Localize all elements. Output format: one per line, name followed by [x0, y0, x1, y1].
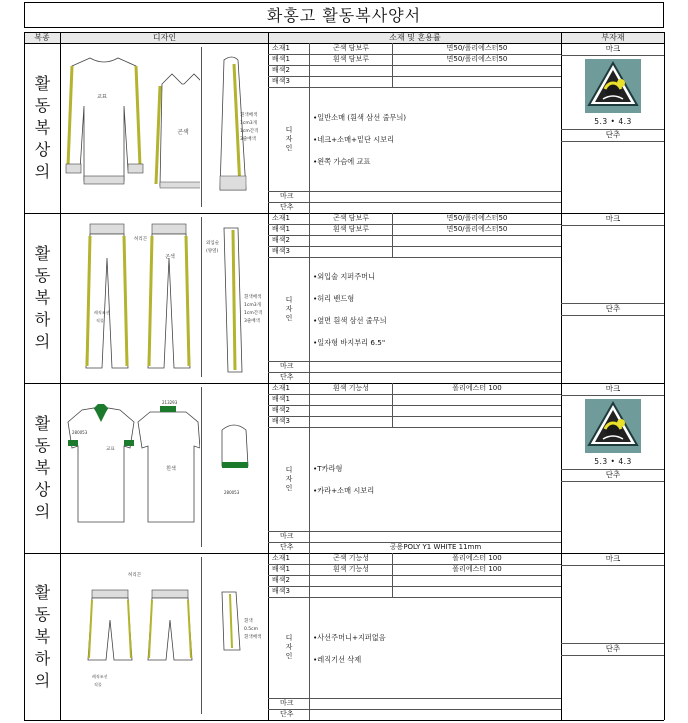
button-label: 단추 [280, 203, 294, 211]
section-label [25, 553, 60, 720]
material-desc: 곤색 담보루 [332, 44, 370, 52]
section-label-char: 의 [34, 502, 51, 521]
svg-text:280053: 280053 [224, 490, 240, 495]
material-name: 소재1 [272, 214, 290, 222]
material-row-line [268, 427, 561, 428]
drawing-divider [201, 387, 202, 547]
material-name: 배색2 [272, 406, 290, 414]
svg-text:흰색배색: 흰색배색 [244, 295, 262, 300]
material-desc: 곤색 담보루 [332, 214, 370, 222]
material-name: 배색1 [272, 395, 290, 403]
material-v2 [392, 213, 393, 257]
material-desc [310, 394, 392, 405]
material-desc [310, 586, 392, 597]
design-label [270, 257, 308, 361]
drawing-divider [201, 557, 202, 714]
drawing-divider [201, 217, 202, 377]
design-item: •일반소매 (흰색 삼선 줄무늬) [313, 113, 407, 122]
section-label-char: 복 [34, 458, 51, 477]
design-v [309, 427, 310, 531]
material-name: 배색1 [272, 55, 290, 63]
material-desc [310, 405, 392, 416]
svg-text:직물: 직물 [96, 318, 104, 323]
material-name: 소재1 [272, 384, 290, 392]
section-label-char: 동 [34, 604, 51, 624]
acc-button-label: 단추 [605, 130, 621, 139]
section-label-char: 활 [34, 582, 51, 602]
drawing-divider [201, 47, 202, 207]
material-desc [310, 76, 392, 87]
svg-text:교표: 교표 [106, 447, 115, 452]
material-desc [310, 246, 392, 257]
material-comp: 폴리에스터 100 [452, 384, 502, 392]
material-comp [393, 575, 561, 586]
section-label-char: 복 [34, 626, 51, 646]
material-v1 [309, 213, 310, 257]
header-design: 디자인 [61, 32, 268, 43]
badge-image [585, 399, 641, 453]
button-label: 단추 [280, 373, 294, 381]
design-item: •왼쪽 가슴에 교표 [313, 157, 371, 166]
svg-text:곤색: 곤색 [177, 129, 189, 136]
section-label-char: 활 [34, 74, 51, 93]
svg-text:레직조선: 레직조선 [92, 674, 108, 679]
material-name: 배색3 [272, 587, 290, 595]
polo-front-back-drawing [62, 390, 200, 550]
acc-mark-line [561, 565, 664, 566]
mark-row-top [268, 531, 561, 532]
acc-button-line [561, 481, 664, 482]
svg-text:흰색: 흰색 [166, 466, 176, 472]
school-emblem-icon [585, 59, 641, 113]
button-value [310, 709, 561, 720]
design-label-char: 인 [285, 652, 293, 660]
svg-text:직물: 직물 [94, 682, 102, 687]
material-comp: 면50/폴리에스터50 [446, 225, 508, 233]
mark-row-top [268, 698, 561, 699]
header-type: 복종 [24, 32, 60, 43]
design-label-char: 디 [285, 295, 293, 304]
material-v2 [392, 383, 393, 427]
section-label-char: 활 [34, 244, 51, 263]
acc-mark-label: 마크 [605, 554, 621, 563]
design-label-char: 디 [285, 634, 293, 642]
acc-mark-line [561, 225, 664, 226]
section-label-char: 하 [34, 310, 51, 329]
material-comp [393, 235, 561, 246]
sweatshirt-front-drawing [62, 46, 200, 211]
svg-text:1cm3개: 1cm3개 [240, 121, 257, 126]
section-label [25, 43, 60, 213]
material-comp: 폴리에스터 100 [452, 565, 502, 573]
section-label-char: 하 [34, 648, 51, 668]
section-label-char: 의 [34, 332, 51, 351]
mark-label: 마크 [280, 192, 294, 200]
design-label-char: 인 [285, 143, 293, 152]
acc-mark-line [561, 395, 664, 396]
section-label-char: 복 [34, 288, 51, 307]
header-accessories: 부자재 [562, 32, 664, 43]
material-comp [393, 76, 561, 87]
design-label-char: 자 [285, 304, 293, 313]
design-label-char: 디 [285, 125, 293, 134]
mark-label: 마크 [280, 532, 294, 540]
pants-side-drawing [204, 222, 264, 380]
svg-text:0.5cm: 0.5cm [244, 627, 259, 632]
button-value [310, 372, 561, 383]
grid-top [24, 32, 664, 33]
design-label-char: 인 [285, 313, 293, 322]
acc-button-line [561, 315, 664, 316]
material-comp [393, 405, 561, 416]
acc-mark-label: 마크 [605, 44, 621, 53]
design-label [270, 427, 308, 531]
acc-button-line [561, 141, 664, 142]
material-desc: 흰색 기능성 [332, 565, 370, 573]
design-v [309, 87, 310, 191]
section-label-char: 의 [34, 162, 51, 181]
acc-mark-label: 마크 [605, 384, 621, 393]
material-v2 [392, 553, 393, 597]
badge-size: 5.3 • 4.3 [594, 457, 632, 466]
material-name: 소재1 [272, 44, 290, 52]
mark-label: 마크 [280, 699, 294, 707]
svg-text:213293: 213293 [162, 400, 178, 405]
material-comp [393, 416, 561, 427]
section-label-char: 활 [34, 414, 51, 433]
school-emblem-icon [585, 399, 641, 453]
button-label: 단추 [280, 710, 294, 718]
material-v1 [309, 553, 310, 597]
page-title: 화홍고 활동복사양서 [24, 2, 664, 28]
design-v [309, 597, 310, 698]
design-item: •외입술 지퍼주머니 [313, 272, 376, 282]
material-row-line [268, 87, 561, 88]
section-label [25, 213, 60, 383]
mark-row-top [268, 361, 561, 362]
material-v2 [392, 43, 393, 87]
design-item: •T카라형 [313, 464, 343, 473]
material-name: 배색3 [272, 77, 290, 85]
button-value [310, 202, 561, 213]
material-row-line [268, 257, 561, 258]
grid-v-type [60, 32, 61, 720]
section-label-char: 의 [34, 670, 51, 690]
section-label-char: 상 [34, 480, 51, 499]
shorts-front-back-drawing [80, 560, 200, 710]
acc-button-label: 단추 [605, 644, 621, 653]
acc-button-label: 단추 [605, 470, 621, 479]
material-desc [310, 65, 392, 76]
material-v1 [309, 383, 310, 427]
design-label [270, 87, 308, 191]
design-label-char: 자 [285, 134, 293, 143]
material-name: 배색2 [272, 66, 290, 74]
svg-text:흰색: 흰색 [244, 619, 253, 624]
grid-v-design [268, 32, 269, 720]
acc-mark-label: 마크 [605, 214, 621, 223]
design-item: •허리 밴드형 [313, 294, 355, 304]
svg-text:교표: 교표 [97, 94, 107, 100]
section-divider [24, 720, 664, 721]
svg-text:3줄배색: 3줄배색 [240, 137, 256, 142]
design-item: •카라+소매 시보리 [313, 486, 375, 495]
mark-row-top [268, 191, 561, 192]
design-item: •옆면 흰색 삼선 줄무늬 [313, 315, 387, 325]
svg-text:흰색배색: 흰색배색 [240, 113, 258, 118]
material-name: 배색3 [272, 247, 290, 255]
material-comp [393, 586, 561, 597]
section-label [25, 383, 60, 553]
design-label-char: 디 [285, 465, 293, 474]
svg-text:1cm간격: 1cm간격 [240, 129, 259, 134]
material-desc: 흰색 담보루 [332, 225, 370, 233]
polo-sleeve-drawing [210, 420, 260, 540]
acc-mark-line [561, 55, 664, 56]
sweatshirt-sleeve-drawing [204, 50, 264, 205]
design-label-char: 자 [285, 474, 293, 483]
pants-front-back-drawing [80, 218, 200, 381]
material-name: 소재1 [272, 554, 290, 562]
svg-text:280053: 280053 [72, 430, 88, 435]
header-material: 소재 및 혼용률 [269, 32, 561, 43]
design-item: •사선주머니+지퍼없음 [313, 632, 386, 642]
material-desc [310, 575, 392, 586]
material-comp: 폴리에스터 100 [452, 554, 502, 562]
material-name: 배색1 [272, 225, 290, 233]
badge-size: 5.3 • 4.3 [594, 117, 632, 126]
section-label-char: 동 [34, 436, 51, 455]
design-item: •네크+소매+밑단 시보리 [313, 135, 395, 144]
section-label-char: 상 [34, 140, 51, 159]
design-label-char: 자 [285, 643, 293, 651]
material-comp [393, 65, 561, 76]
svg-text:1cm3개: 1cm3개 [244, 303, 261, 308]
svg-text:허리끈: 허리끈 [128, 573, 142, 578]
svg-text:허리끈: 허리끈 [134, 237, 148, 242]
section-label-char: 복 [34, 118, 51, 137]
acc-button-line [561, 655, 664, 656]
material-v1 [309, 43, 310, 87]
mark-label: 마크 [280, 362, 294, 370]
svg-text:레직조선: 레직조선 [94, 310, 110, 315]
design-v [309, 257, 310, 361]
material-name: 배색1 [272, 565, 290, 573]
svg-text:1cm간격: 1cm간격 [244, 311, 263, 316]
design-label [270, 597, 308, 698]
material-desc [310, 416, 392, 427]
material-desc: 곤색 기능성 [332, 554, 370, 562]
svg-text:흰색배색: 흰색배색 [244, 635, 262, 640]
svg-text:3줄배색: 3줄배색 [244, 319, 260, 324]
material-row-line [268, 597, 561, 598]
button-value: 공용POLY Y1 WHITE 11mm [389, 543, 482, 551]
design-item: •레직기선 삭제 [313, 654, 362, 664]
material-desc: 흰색 담보루 [332, 55, 370, 63]
material-name: 배색2 [272, 236, 290, 244]
design-label-char: 인 [285, 483, 293, 492]
material-comp: 면50/폴리에스터50 [446, 55, 508, 63]
material-name: 배색2 [272, 576, 290, 584]
acc-button-label: 단추 [605, 304, 621, 313]
svg-text:외입술: 외입술 [206, 241, 220, 246]
material-desc [310, 235, 392, 246]
section-label-char: 동 [34, 96, 51, 115]
design-item: •일자형 바지부리 6.5" [313, 337, 386, 347]
material-name: 배색3 [272, 417, 290, 425]
shorts-side-drawing [204, 586, 264, 676]
button-label: 단추 [280, 543, 294, 551]
material-comp [393, 394, 561, 405]
material-desc: 흰색 기능성 [332, 384, 370, 392]
svg-text:(양옆): (양옆) [206, 249, 219, 254]
badge-image [585, 59, 641, 113]
svg-text:곤색: 곤색 [165, 254, 175, 260]
material-comp: 면50/폴리에스터50 [446, 44, 508, 52]
section-label-char: 동 [34, 266, 51, 285]
grid-right [664, 32, 665, 720]
material-comp: 면50/폴리에스터50 [446, 214, 508, 222]
material-comp [393, 246, 561, 257]
